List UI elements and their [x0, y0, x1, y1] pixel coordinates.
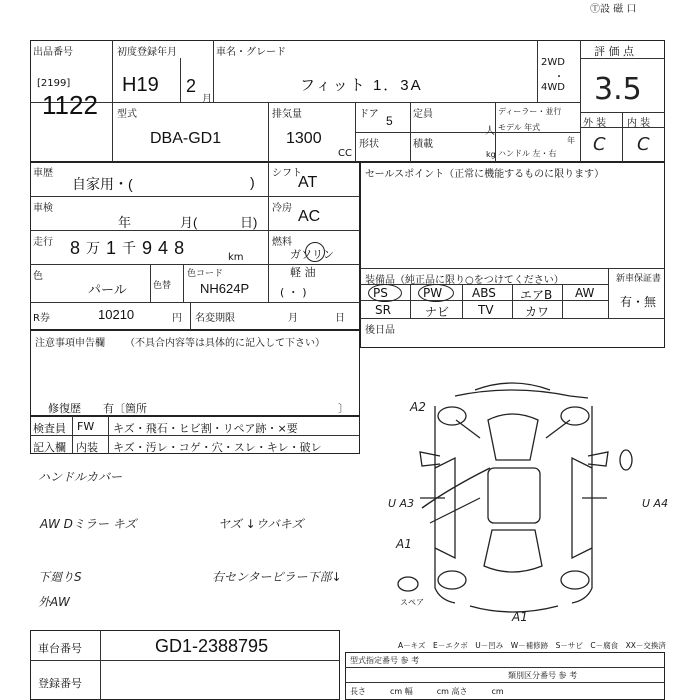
- class-number-label: 類別区分番号 参 考: [508, 671, 578, 680]
- damage-mark-ua4: U A4: [642, 497, 669, 510]
- equipment-label: 装備品（純正品に限り○をつけてください）: [365, 275, 564, 286]
- shape-label: 形状: [359, 139, 379, 150]
- equip-navi: ナビ: [425, 305, 450, 319]
- model-label: 型式: [117, 109, 137, 120]
- color-code-label: 色コード: [187, 269, 224, 279]
- inspect-line-2: キズ・汚レ・コゲ・穴・スレ・キレ・破レ: [113, 441, 322, 454]
- lot-number: 1122: [42, 90, 98, 120]
- score-ext-value: C: [593, 134, 606, 155]
- left-mirror-outline: [420, 452, 440, 466]
- sales-point-label: セールスポイント（正常に機能するものに限ります）: [365, 169, 605, 180]
- notes-sub: （不具合内容等は具体的に記入して下さい）: [125, 338, 325, 349]
- mileage-unit: km: [228, 252, 244, 263]
- fw-label: FW: [77, 420, 95, 433]
- score-value: 3.5: [594, 72, 642, 107]
- displacement-label: 排気量: [272, 109, 302, 120]
- front-right-tire: [561, 407, 589, 425]
- chassis-number: GD1-2388795: [155, 636, 269, 656]
- reg-month-unit: 月: [202, 94, 212, 105]
- right-side-outline: [572, 406, 592, 603]
- color-label: 色: [33, 271, 43, 282]
- rear-right-tire: [561, 571, 589, 589]
- equip-abs: ABS: [472, 286, 496, 300]
- color-value: パール: [88, 282, 127, 297]
- history-close: ): [250, 174, 255, 190]
- inspector-label: 検査員: [33, 422, 66, 435]
- handwritten-note: 下廻りS: [38, 570, 82, 584]
- color-code: NH624P: [200, 281, 250, 296]
- inspection-month: 月(: [180, 215, 198, 230]
- rear-left-tire: [438, 571, 466, 589]
- spare-caption: スペア: [400, 598, 424, 607]
- handle-label: ハンドル 左・右: [498, 149, 557, 158]
- inspection-day: 日): [240, 215, 258, 230]
- fuel-gasoline: ガソリン: [290, 248, 334, 261]
- header-stamp: Ⓣ設 磁 口: [590, 4, 637, 15]
- capacity-unit: 人: [485, 126, 495, 137]
- mileage-label: 走行: [33, 237, 53, 248]
- damage-mark-ua3: U A3: [388, 497, 415, 510]
- warranty-value: 有・無: [620, 295, 657, 309]
- displacement-unit: CC: [338, 148, 352, 159]
- rear-window-outline: [484, 530, 542, 572]
- damage-mark-a2: A2: [410, 400, 426, 414]
- mileage-digit: 8: [174, 238, 185, 258]
- mileage-digit: 4: [158, 238, 169, 258]
- chassis-label: 車台番号: [38, 642, 82, 655]
- model-value: DBA-GD1: [150, 130, 222, 147]
- color-num-label: 色替: [153, 281, 172, 291]
- shift-value: AT: [298, 174, 318, 191]
- equip-pw: PW: [423, 286, 443, 300]
- mileage-digits: [70, 238, 184, 259]
- handwritten-note: ハンドルカバー: [38, 470, 123, 484]
- hood-outline: [455, 390, 588, 398]
- equip-airbag: エアB: [520, 288, 553, 302]
- front-bumper-outline: [475, 383, 550, 390]
- left-door-outline: [435, 458, 455, 558]
- damage-mark-a1-bottom: A1: [512, 610, 528, 624]
- equip-tv: TV: [478, 303, 494, 317]
- car-damage-diagram: [360, 348, 665, 628]
- interior-label: 内装: [76, 441, 98, 454]
- ac-label: 冷房: [272, 203, 292, 214]
- equip-leather: カワ: [525, 305, 550, 319]
- fuel-paren: ( ・ ): [280, 286, 307, 299]
- score-label: 評 価 点: [594, 45, 634, 58]
- damage-mark-a1-left: A1: [396, 537, 412, 551]
- windshield-outline: [488, 414, 538, 460]
- damage-legend: A－キズ E－エクボ U－凹み W－補修跡 S－サビ C－腐食 XX－交換済: [398, 641, 666, 650]
- score-int-value: C: [637, 134, 650, 155]
- score-int-label: 内 装: [627, 118, 651, 129]
- warranty-label: 新車保証書: [616, 274, 662, 284]
- dealer-label: ディーラー・並行: [498, 107, 562, 116]
- handwritten-note: ヤズ ↓ウバキズ: [218, 517, 304, 531]
- registration-label: 登録番号: [38, 677, 82, 690]
- model-year-label: モデル 年式: [498, 123, 541, 132]
- handwritten-note: 右センターピラー下部↓: [212, 570, 342, 584]
- left-side-outline: [435, 406, 455, 603]
- dimensions-label: 長さ cm 幅 cm 高さ cm: [350, 687, 504, 696]
- mileage-digit: 9: [142, 238, 153, 258]
- recycle-value: 10210: [98, 307, 135, 322]
- mileage-unit-sen: 千: [122, 240, 137, 256]
- recycle-unit: 円: [172, 313, 182, 324]
- load-label: 積載: [413, 139, 433, 150]
- lot-code: [2199]: [37, 78, 71, 89]
- handwritten-note: AW Dミラー キズ: [40, 517, 137, 531]
- name-change-month: 月: [288, 313, 298, 324]
- roof-outline: [488, 468, 540, 523]
- entry-label: 記入欄: [33, 441, 66, 454]
- history-label: 車歴: [33, 168, 53, 179]
- fuel-light-oil: 軽 油: [290, 266, 316, 279]
- equip-sr: SR: [375, 303, 391, 317]
- ac-value: AC: [298, 208, 321, 225]
- fuel-label: 燃料: [272, 237, 292, 248]
- doors-value: 5: [386, 114, 393, 128]
- reg-label: 初度登録年月: [117, 47, 177, 58]
- name-change-day: 日: [335, 313, 345, 324]
- load-unit: kg: [486, 150, 496, 159]
- mileage-digit: 8: [70, 238, 81, 258]
- history-value: 自家用・(: [72, 176, 133, 192]
- fuel-circle-mark: [305, 242, 325, 262]
- equip-aw: AW: [575, 286, 595, 300]
- lot-label: 出品番号: [33, 47, 73, 58]
- equip-ps: PS: [373, 286, 388, 300]
- wd2: 2WD: [541, 57, 565, 68]
- recycle-label: R券: [33, 313, 50, 324]
- wd-dot: ・: [554, 72, 564, 83]
- type-designation-label: 型式指定番号 参 考: [350, 656, 420, 665]
- score-ext-label: 外 装: [583, 118, 607, 129]
- capacity-label: 定員: [413, 109, 433, 120]
- handwritten-note: 外AW: [38, 595, 70, 609]
- mileage-unit-man: 万: [86, 240, 101, 256]
- model-year-unit: 年: [567, 136, 575, 145]
- equip-pw-circle: [418, 284, 454, 302]
- name-change-label: 名変期限: [195, 313, 235, 324]
- front-left-tire: [438, 407, 466, 425]
- right-door-outline: [572, 458, 592, 558]
- mileage-digit: 1: [106, 238, 117, 258]
- wd4: 4WD: [541, 82, 565, 93]
- equip-ps-circle: [368, 284, 402, 302]
- reg-month: 2: [186, 76, 197, 96]
- sales-equipment-block: [360, 162, 665, 348]
- right-mirror-outline: [588, 452, 608, 466]
- rear-seat-label: 後日品: [365, 325, 395, 336]
- repair-history: 修復歴 有〔箇所: [48, 402, 147, 415]
- inspection-label: 車検: [33, 203, 53, 214]
- repair-close: 〕: [338, 402, 349, 415]
- notes-label: 注意事項申告欄: [35, 338, 105, 349]
- spare-tire: [398, 577, 418, 591]
- car-name: フィット 1．3A: [300, 77, 423, 94]
- doors-label: ドア: [359, 109, 379, 120]
- inspect-line-1: キズ・飛石・ヒビ割・リペア跡・×要: [113, 422, 298, 435]
- displacement-value: 1300: [286, 130, 322, 147]
- shift-label: シフト: [272, 168, 302, 179]
- name-label: 車名・グレード: [216, 47, 286, 58]
- inspection-year: 年: [118, 215, 132, 230]
- reg-era: H19: [122, 74, 159, 96]
